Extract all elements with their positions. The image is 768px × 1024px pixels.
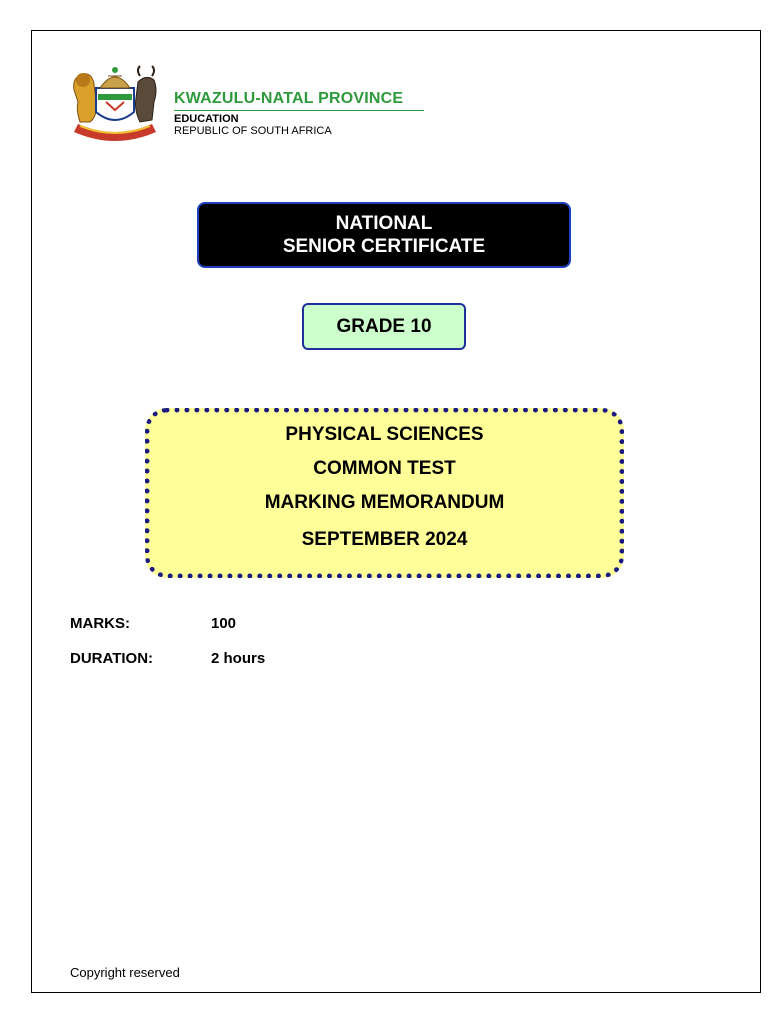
marks-label: MARKS: bbox=[70, 615, 130, 632]
divider bbox=[174, 110, 424, 111]
copyright-notice: Copyright reserved bbox=[70, 965, 180, 980]
exam-date: SEPTEMBER 2024 bbox=[301, 529, 468, 550]
grade-badge bbox=[302, 303, 466, 350]
duration-value: 2 hours bbox=[211, 650, 266, 667]
test-type: COMMON TEST bbox=[313, 458, 456, 479]
department-name: EDUCATION bbox=[174, 113, 239, 125]
certificate-banner bbox=[197, 202, 571, 268]
coat-of-arms-icon bbox=[68, 60, 162, 146]
marks-value: 100 bbox=[211, 615, 237, 632]
grade-label: GRADE 10 bbox=[336, 315, 432, 337]
org-name: KWAZULU-NATAL PROVINCE bbox=[174, 90, 404, 107]
document-type: MARKING MEMORANDUM bbox=[264, 492, 505, 513]
header bbox=[68, 60, 428, 146]
subject-title: PHYSICAL SCIENCES bbox=[285, 424, 484, 445]
duration-label: DURATION: bbox=[70, 650, 154, 667]
certificate-line-1: NATIONAL bbox=[335, 213, 433, 234]
subject-box bbox=[145, 408, 624, 578]
country-name: REPUBLIC OF SOUTH AFRICA bbox=[174, 125, 332, 137]
certificate-line-2: SENIOR CERTIFICATE bbox=[282, 236, 486, 257]
